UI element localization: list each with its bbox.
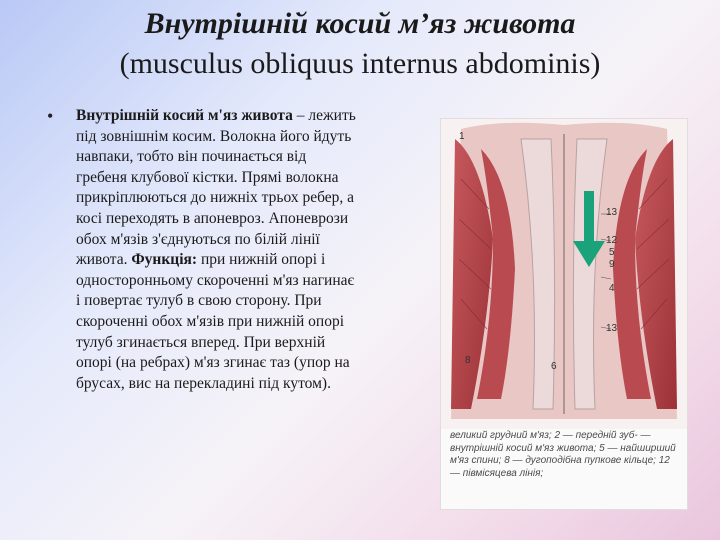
function-label: Функція: [131,251,198,269]
figure-label-9: 9 [609,259,615,270]
bullet-marker: • [47,106,54,126]
bullet-lead: Внутрішній косий м'яз живота [76,107,293,124]
figure-caption: великий грудний м'яз; 2 — передній зуб- — внутрішній косий м'яз живота; 5 — найширший м'яз спини; 8 — дугоподібна пупкове кільце; 12 — півмісяцева лінія; [450,430,676,479]
figure-label-8: 8 [465,355,471,366]
bullet-text [76,106,356,394]
figure-label-4: 4 [609,283,615,294]
bullet-description: – лежить під зовнішнім косим. Волокна його йдуть навпаки, тобто він починається від гребеня клубової кістки. Прямі волокна прикріплюються до нижніх трьох ребер, а косі переходять в апоневроз. Апоневрози обох м'язів з'єднуються по білій лінії живота. [76,107,356,269]
figure-label-12: 12 [606,235,618,246]
figure-label-6: 6 [551,361,557,372]
figure-label-1: 1 [459,131,465,142]
title-ukrainian: Внутрішній косий м’яз живота [144,7,576,40]
title-latin: (musculus obliquus internus abdominis) [119,47,601,80]
function-description: при нижній опорі і односторонньому скороченні м'яз нагинає і повертає тулуб в свою сторону. При скороченні обох м'язів при нижній опорі тулуб згинається вперед. При верхній опорі (на ребрах) м'яз згинає таз (упор на брусах, вис на перекладині під кутом). [76,251,355,392]
figure-label-13b: 13 [606,323,618,334]
abdomen-muscle-illustration [441,119,687,429]
figure-label-5: 5 [609,247,615,258]
slide-title [100,4,620,84]
figure-label-13a: 13 [606,207,618,218]
